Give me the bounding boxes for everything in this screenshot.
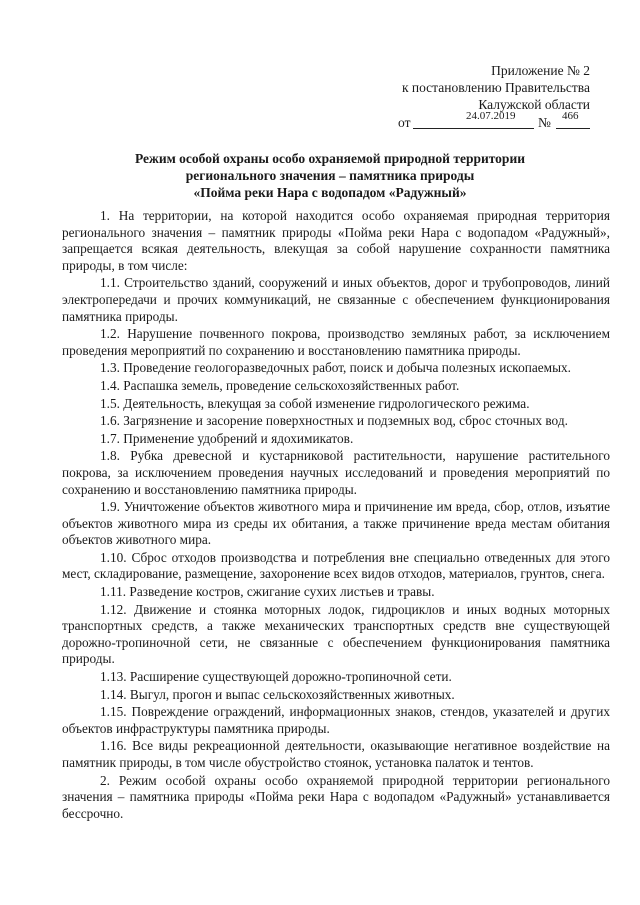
paragraph: 1.5. Деятельность, влекущая за собой изменение гидрологического режима. [100,395,530,411]
title-line: Режим особой охраны особо охраняемой природной территории [134,151,526,166]
resolution-date-row [398,112,590,132]
appendix-number: Приложение № 2 [491,63,590,78]
date-underline [413,128,534,129]
paragraph: 1.3. Проведение геологоразведочных работ, поиск и добыча полезных ископаемых. [100,360,571,376]
paragraph: 1.4. Распашка земель, проведение сельскохозяйственных работ. [100,377,460,393]
appendix-reference: к постановлению Правительства [401,80,590,95]
number-underline [556,128,590,129]
document-title [60,150,600,201]
resolution-date: 24.07.2019 [466,110,516,122]
paragraph: 1.6. Загрязнение и засорение поверхностных и подземных вод, сброс сточных вод. [100,413,568,429]
number-prefix: № [538,115,551,130]
paragraph: 1.16. Все виды рекреационной деятельности, оказывающие негативное воздействие на памятник природы, в том числе обустройство стоянок, установка палаток и тентов. [62,738,610,770]
document-body [62,208,610,823]
paragraph: 1.9. Уничтожение объектов животного мира и причинение им вреда, сбор, отлов, изъятие объектов животного мира из среды их обитания, а также причинение вреда местам обитания объектов животного мира. [62,499,610,548]
paragraph: 1.1. Строительство зданий, сооружений и иных объектов, дорог и трубопроводов, линий электропередачи и прочих коммуникаций, не связанные с обеспечением функционирования памятника природы. [62,275,610,324]
paragraph: 1.12. Движение и стоянка моторных лодок, гидроциклов и иных водных моторных транспортных средств, а также механических транспортных средств вне существующей дорожно-тропиночной сети, не связанные с обеспечением функционирования памятника природы. [62,601,610,667]
paragraph: 2. Режим особой охраны особо охраняемой природной территории регионального значения – памятника природы «Пойма реки Нара с водопадом «Радужный» устанавливается бессрочно. [62,772,610,821]
paragraph: 1.7. Применение удобрений и ядохимикатов. [100,430,354,446]
paragraph: 1.11. Разведение костров, сжигание сухих листьев и травы. [100,584,435,600]
paragraph: 1. На территории, на которой находится особо охраняемая природная территория регионального значения – памятник природы «Пойма реки Нара с водопадом «Радужный», запрещается всякая деятельность, влекущая за собой нарушение сохранности памятника природы, в том числе: [62,208,610,273]
appendix-region: Калужской области [478,97,590,112]
resolution-number: 466 [562,110,579,122]
paragraph: 1.8. Рубка древесной и кустарниковой растительности, нарушение растительного покрова, за исключением проведения научных исследований и проведения мероприятий по сохранению и восстановлению памятника природы. [62,448,610,497]
title-line: регионального значения – памятника природы [185,168,475,183]
paragraph: 1.14. Выгул, прогон и выпас сельскохозяйственных животных. [100,686,455,702]
paragraph: 1.2. Нарушение почвенного покрова, производство земляных работ, за исключением проведения мероприятий по сохранению и восстановлению памятника природы. [62,326,610,358]
paragraph: 1.15. Повреждение ограждений, информационных знаков, стендов, указателей и других объектов инфраструктуры памятника природы. [62,704,610,736]
paragraph: 1.13. Расширение существующей дорожно-тропиночной сети. [100,669,452,685]
title-line: «Пойма реки Нара с водопадом «Радужный» [193,185,467,200]
date-prefix: от [398,115,411,130]
paragraph: 1.10. Сброс отходов производства и потребления вне специально отведенных для этого мест, складирование, размещение, захоронение всех видов отходов, материалов, грунтов, снега. [62,549,610,582]
appendix-header [350,62,590,113]
